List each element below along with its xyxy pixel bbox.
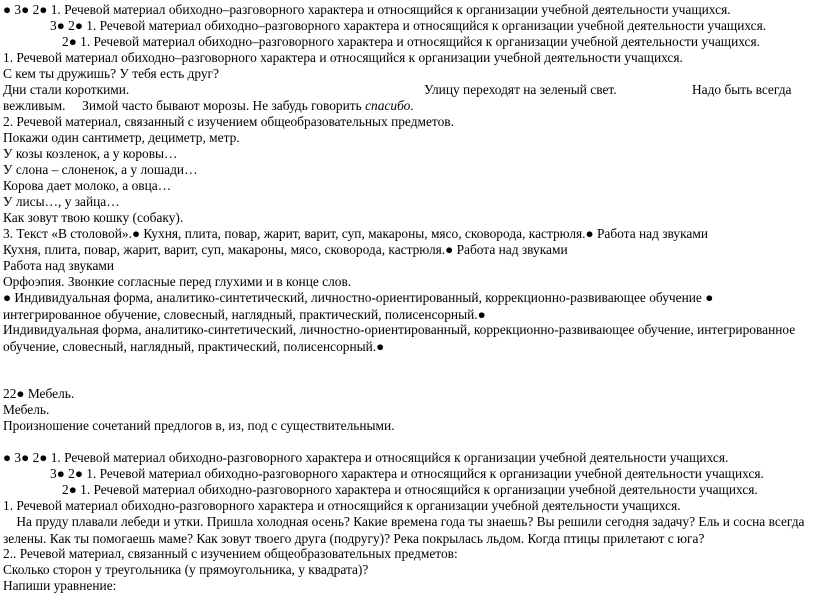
text-line: У слона – слоненок, а у лошади… xyxy=(3,162,198,177)
text-line: Сколько сторон у треугольника (у прямоугольника, у квадрата)? xyxy=(3,562,369,577)
text-line: 2. Речевой материал, связанный с изучением общеобразовательных предметов. xyxy=(3,114,454,129)
text-line: 1. Речевой материал обиходно-разговорного характера и относящийся к организации учебной деятельности учащихся. xyxy=(3,498,681,513)
text-line: 22● Мебель. xyxy=(3,386,75,401)
text-run: . xyxy=(410,98,414,113)
text-line: Покажи один сантиметр, дециметр, метр. xyxy=(3,130,240,145)
text-line: ● 3● 2● 1. Речевой материал обиходно–разговорного характера и относящийся к организации учебной деятельности учащихся. xyxy=(3,2,731,17)
text-line: Надо быть всегда xyxy=(692,82,792,97)
text-line: У козы козленок, а у коровы… xyxy=(3,146,178,161)
text-run: вежливым. Зимой часто бывают морозы. Не забудь говорить xyxy=(3,98,366,113)
italic-word: спасибо xyxy=(365,98,411,113)
text-line: Как зовут твою кошку (собаку). xyxy=(3,210,184,225)
text-line: С кем ты дружишь? У тебя есть друг? xyxy=(3,66,219,81)
text-line: Улицу переходят на зеленый свет. xyxy=(424,82,617,97)
text-line: У лисы…, у зайца… xyxy=(3,194,120,209)
text-line: Дни стали короткими. xyxy=(3,82,130,97)
text-paragraph: ● Индивидуальная форма, аналитико-синтетический, личностно-ориентированный, коррекционно-развивающее обучение ● интегрированное обучение, словесный, наглядный, практический, полисенсорный.● xyxy=(3,290,714,322)
text-line: 3● 2● 1. Речевой материал обиходно–разговорного характера и относящийся к организации учебной деятельности учащихся. xyxy=(50,18,767,33)
text-line: 1. Речевой материал обиходно–разговорного характера и относящийся к организации учебной деятельности учащихся. xyxy=(3,50,683,65)
text-line: Орфоэпия. Звонкие согласные перед глухими и в конце слов. xyxy=(3,274,352,289)
text-paragraph: На пруду плавали лебеди и утки. Пришла холодная осень? Какие времена года ты знаешь? Вы решили сегодня задачу? Ель и сосна всегда зелены. Как ты помогаешь маме? Как зовут твоего друга (подругу)? Река покрылась льдом. Когда птицы прилетают с юга? xyxy=(3,514,808,546)
text-line: 2.. Речевой материал, связанный с изучением общеобразовательных предметов: xyxy=(3,546,458,561)
text-line: 3● 2● 1. Речевой материал обиходно-разговорного характера и относящийся к организации учебной деятельности учащихся. xyxy=(50,466,764,481)
text-line: Напиши уравнение: xyxy=(3,578,117,593)
text-line: Произношение сочетаний предлогов в, из, под с существительными. xyxy=(3,418,395,433)
text-line: Работа над звуками xyxy=(3,258,115,273)
text-line: 3. Текст «В столовой».● Кухня, плита, повар, жарит, варит, суп, макароны, мясо, сковорода, кастрюля.● Работа над звуками xyxy=(3,226,708,241)
text-line xyxy=(3,97,414,114)
text-line: ● 3● 2● 1. Речевой материал обиходно-разговорного характера и относящийся к организации учебной деятельности учащихся. xyxy=(3,450,729,465)
text-line: Кухня, плита, повар, жарит, варит, суп, макароны, мясо, сковорода, кастрюля.● Работа над звуками xyxy=(3,242,568,257)
text-line: 2● 1. Речевой материал обиходно-разговорного характера и относящийся к организации учебной деятельности учащихся. xyxy=(62,482,758,497)
text-line: Корова дает молоко, а овца… xyxy=(3,178,172,193)
text-line: 2● 1. Речевой материал обиходно–разговорного характера и относящийся к организации учебной деятельности учащихся. xyxy=(62,34,761,49)
text-paragraph: Индивидуальная форма, аналитико-синтетический, личностно-ориентированный, коррекционно-развивающее обучение, интегрированное обучение, словесный, наглядный, практический, полисенсорный.● xyxy=(3,322,796,354)
text-line: Мебель. xyxy=(3,402,50,417)
